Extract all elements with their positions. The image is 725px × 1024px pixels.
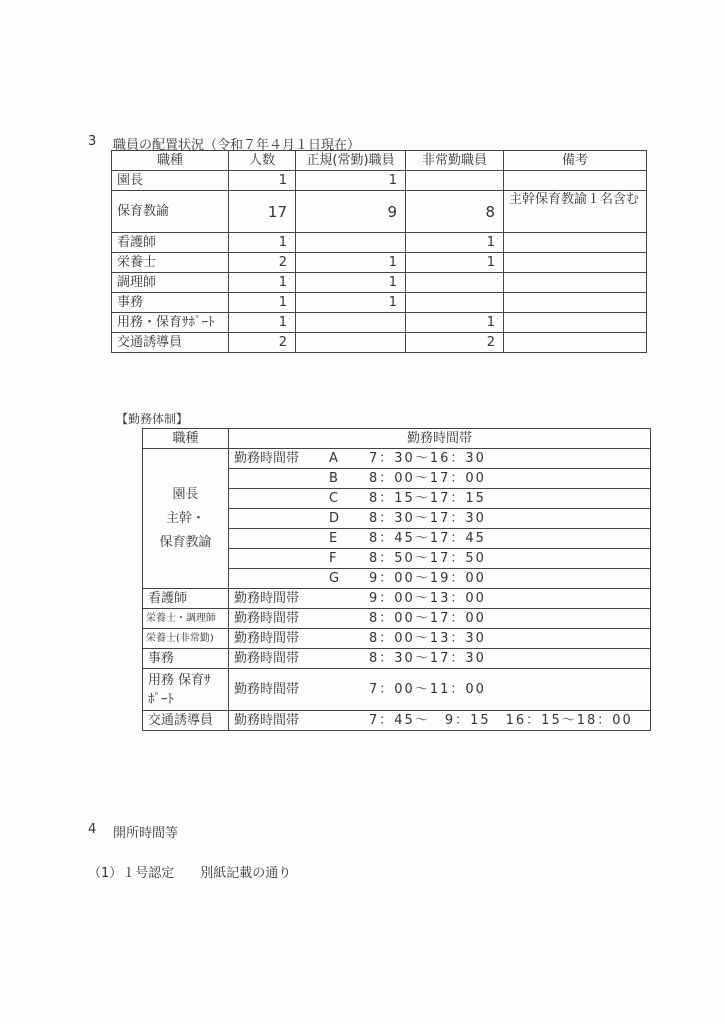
section3-number: 3 (88, 134, 97, 149)
note-cell (504, 313, 647, 333)
shift-line (234, 509, 645, 528)
section3-title: 職員の配置状況（令和７年４月１日現在） (113, 138, 361, 153)
count-cell: 1 (229, 273, 296, 293)
group-job-cell (143, 449, 229, 589)
fulltime-cell: 9 (296, 191, 406, 233)
parttime-cell: 1 (406, 233, 504, 253)
job-type-cell: 用務 保育ｻﾎﾟｰﾄ (143, 669, 229, 711)
staff-table (111, 150, 647, 353)
shift-time: 9：00～13：00 (369, 591, 486, 606)
count-cell: 1 (229, 233, 296, 253)
shift-letter (329, 649, 369, 668)
table-row (112, 191, 647, 233)
shift-time: 8：00～17：00 (369, 471, 486, 486)
shift-cell (229, 649, 651, 669)
column-header: 勤務時間帯 (229, 429, 651, 449)
slot-label: 勤務時間帯 (234, 682, 300, 697)
fulltime-cell: 1 (296, 253, 406, 273)
slot-label (234, 509, 329, 528)
shift-time: 8：30～17：30 (369, 511, 486, 526)
section4-title: 開所時間等 (113, 826, 179, 841)
shift-cell (229, 629, 651, 649)
job-type-cell: 交通誘導員 (143, 711, 229, 731)
shift-cell (229, 569, 651, 589)
shift-cell (229, 669, 651, 711)
shift-letter (329, 711, 369, 730)
job-type-cell: 栄養士 (112, 253, 229, 273)
table-row (112, 253, 647, 273)
table-row (143, 649, 651, 669)
section4-item: （1）１号認定 別紙記載の通り (88, 866, 292, 881)
slot-label: 勤務時間帯 (234, 611, 300, 626)
fulltime-cell (296, 333, 406, 353)
slot-label (234, 569, 329, 588)
job-type-cell: 栄養士(非常勤) (143, 629, 229, 649)
table-header-row (112, 151, 647, 171)
note-cell (504, 293, 647, 313)
slot-label (234, 549, 329, 568)
table-row (112, 293, 647, 313)
job-type-cell: 栄養士・調理師 (143, 609, 229, 629)
job-type-cell: 園長 (112, 171, 229, 191)
shift-cell (229, 469, 651, 489)
shift-time: 9：00～19：00 (369, 571, 486, 586)
table-row (112, 171, 647, 191)
shift-line (234, 549, 645, 568)
shift-time: 8：50～17：50 (369, 551, 486, 566)
shift-cell (229, 589, 651, 609)
shift-time: 8：00～17：00 (369, 611, 486, 626)
shift-line (234, 489, 645, 508)
shift-letter (329, 629, 369, 648)
shift-time: 7：00～11：00 (369, 682, 486, 697)
note-cell (504, 333, 647, 353)
shift-letter: D (329, 511, 340, 526)
shift-cell (229, 711, 651, 731)
table-row (143, 449, 651, 469)
shift-time: 8：15～17：15 (369, 491, 486, 506)
shift-letter: F (329, 551, 337, 566)
fulltime-cell: 1 (296, 273, 406, 293)
count-cell: 2 (229, 253, 296, 273)
shift-line (234, 589, 645, 608)
shift-letter: G (329, 571, 340, 586)
parttime-cell: 1 (406, 313, 504, 333)
table-row (112, 273, 647, 293)
shift-time: 8：45～17：45 (369, 531, 486, 546)
shift-title: 【勤務体制】 (116, 412, 189, 426)
shift-line (234, 609, 645, 628)
parttime-cell: 1 (406, 253, 504, 273)
table-row (112, 313, 647, 333)
job-type-cell: 保育教諭 (112, 191, 229, 233)
parttime-cell: 2 (406, 333, 504, 353)
count-cell: 1 (229, 171, 296, 191)
shift-time: 7：30～16：30 (369, 451, 486, 466)
table-header-row (143, 429, 651, 449)
note-cell (504, 233, 647, 253)
shift-letter (329, 609, 369, 628)
job-type-cell: 看護師 (143, 589, 229, 609)
shift-time: 8：30～17：30 (369, 651, 486, 666)
section4-number: 4 (88, 822, 97, 837)
slot-label: 勤務時間帯 (234, 651, 300, 666)
slot-label: 勤務時間帯 (234, 631, 300, 646)
shift-time: 7：45～ 9：15 16：15～18：00 (369, 713, 633, 728)
job-type-cell: 事務 (112, 293, 229, 313)
table-row (112, 333, 647, 353)
column-header: 人数 (229, 151, 296, 171)
job-type-cell: 事務 (143, 649, 229, 669)
parttime-cell (406, 273, 504, 293)
shift-time: 8：00～13：30 (369, 631, 486, 646)
shift-cell (229, 609, 651, 629)
job-type-cell: 用務・保育ｻﾎﾟｰﾄ (112, 313, 229, 333)
slot-label (234, 529, 329, 548)
shift-cell (229, 549, 651, 569)
parttime-cell (406, 293, 504, 313)
shift-letter (329, 680, 369, 699)
column-header: 職種 (143, 429, 229, 449)
shift-cell (229, 529, 651, 549)
shift-letter: A (329, 451, 338, 466)
shift-letter: E (329, 531, 338, 546)
group-job-label: 保育教諭 (159, 534, 212, 550)
shift-letter: C (329, 491, 339, 506)
job-type-cell: 調理師 (112, 273, 229, 293)
slot-label (234, 489, 329, 508)
shift-line (234, 469, 645, 488)
job-type-cell: 交通誘導員 (112, 333, 229, 353)
group-job-label: 主幹・ (165, 510, 205, 526)
shift-line (234, 680, 645, 699)
parttime-cell: 8 (406, 191, 504, 233)
shift-line (234, 649, 645, 668)
count-cell: 17 (229, 191, 296, 233)
shift-line (234, 569, 645, 588)
fulltime-cell (296, 313, 406, 333)
table-row (143, 711, 651, 731)
slot-label: 勤務時間帯 (234, 713, 300, 728)
note-cell (504, 253, 647, 273)
slot-label (234, 469, 329, 488)
count-cell: 1 (229, 293, 296, 313)
fulltime-cell (296, 233, 406, 253)
column-header: 正規(常勤)職員 (296, 151, 406, 171)
slot-label: 勤務時間帯 (234, 451, 300, 466)
count-cell: 2 (229, 333, 296, 353)
table-row (143, 589, 651, 609)
note-cell (504, 171, 647, 191)
job-type-cell: 看護師 (112, 233, 229, 253)
shift-line (234, 529, 645, 548)
column-header: 備考 (504, 151, 647, 171)
column-header: 職種 (112, 151, 229, 171)
slot-label: 勤務時間帯 (234, 591, 300, 606)
parttime-cell (406, 171, 504, 191)
shift-line (234, 711, 645, 730)
shift-cell (229, 509, 651, 529)
table-row (143, 669, 651, 711)
fulltime-cell: 1 (296, 171, 406, 191)
table-row (112, 233, 647, 253)
table-row (143, 609, 651, 629)
shift-letter: B (329, 471, 338, 486)
shift-cell (229, 449, 651, 469)
shift-line (234, 449, 645, 468)
table-row (143, 629, 651, 649)
shift-letter (329, 589, 369, 608)
note-cell: 主幹保育教諭１名含む (504, 191, 647, 233)
shift-line (234, 629, 645, 648)
shift-table (142, 428, 651, 731)
fulltime-cell: 1 (296, 293, 406, 313)
group-job-label: 園長 (172, 486, 199, 502)
count-cell: 1 (229, 313, 296, 333)
column-header: 非常勤職員 (406, 151, 504, 171)
note-cell (504, 273, 647, 293)
shift-cell (229, 489, 651, 509)
